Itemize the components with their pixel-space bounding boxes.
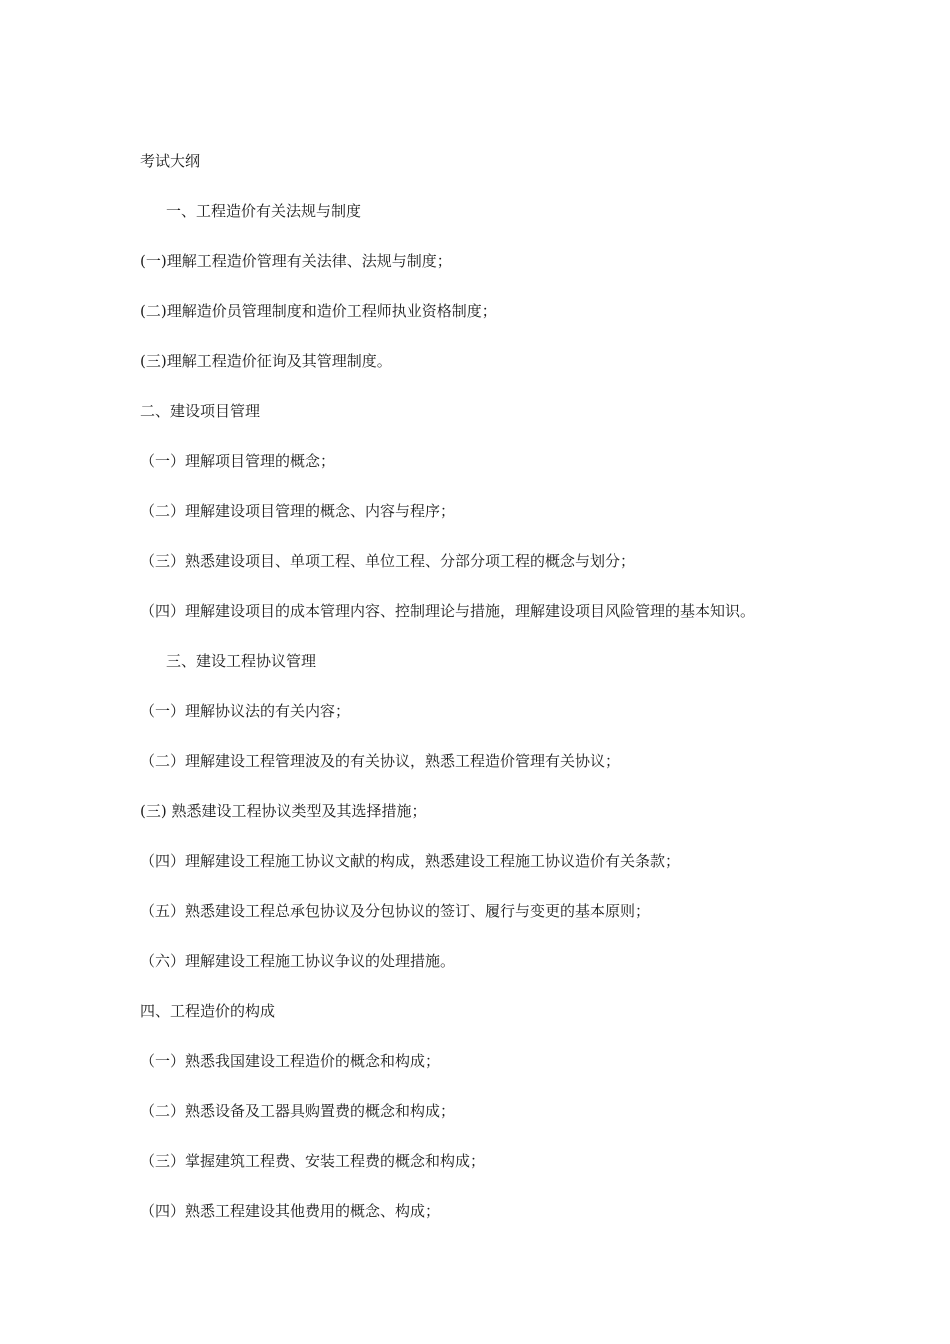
section-heading: 三、建设工程协议管理 <box>166 652 317 670</box>
document-body <box>140 148 840 1248</box>
outline-item: （二）理解建设工程管理波及的有关协议，熟悉工程造价管理有关协议； <box>140 752 621 770</box>
outline-item: （四）理解建设工程施工协议文献的构成，熟悉建设工程施工协议造价有关条款； <box>140 852 681 870</box>
document-title: 考试大纲 <box>140 152 201 170</box>
outline-item: （六）理解建设工程施工协议争议的处理措施。 <box>140 952 456 970</box>
outline-item: （一）理解协议法的有关内容； <box>140 702 351 720</box>
outline-item: (二)理解造价员管理制度和造价工程师执业资格制度； <box>140 302 497 320</box>
section-heading: 四、工程造价的构成 <box>140 1002 276 1020</box>
outline-item: （一）熟悉我国建设工程造价的概念和构成； <box>140 1052 441 1070</box>
outline-item: （三）掌握建筑工程费、安装工程费的概念和构成； <box>140 1152 486 1170</box>
outline-item: (三) 熟悉建设工程协议类型及其选择措施； <box>140 802 427 820</box>
section-heading: 二、建设项目管理 <box>140 402 261 420</box>
outline-item: （一）理解项目管理的概念； <box>140 452 336 470</box>
outline-item: （五）熟悉建设工程总承包协议及分包协议的签订、履行与变更的基本原则； <box>140 902 651 920</box>
outline-item: （三）熟悉建设项目、单项工程、单位工程、分部分项工程的概念与划分； <box>140 552 636 570</box>
outline-item: (一)理解工程造价管理有关法律、法规与制度； <box>140 252 452 270</box>
outline-item: (三)理解工程造价征询及其管理制度。 <box>140 352 392 370</box>
outline-item: （二）理解建设项目管理的概念、内容与程序； <box>140 502 456 520</box>
outline-item: （四）熟悉工程建设其他费用的概念、构成； <box>140 1202 441 1220</box>
section-heading: 一、工程造价有关法规与制度 <box>166 202 362 220</box>
outline-item: （四）理解建设项目的成本管理内容、控制理论与措施，理解建设项目风险管理的基本知识。 <box>140 602 756 620</box>
outline-item: （二）熟悉设备及工器具购置费的概念和构成； <box>140 1102 456 1120</box>
